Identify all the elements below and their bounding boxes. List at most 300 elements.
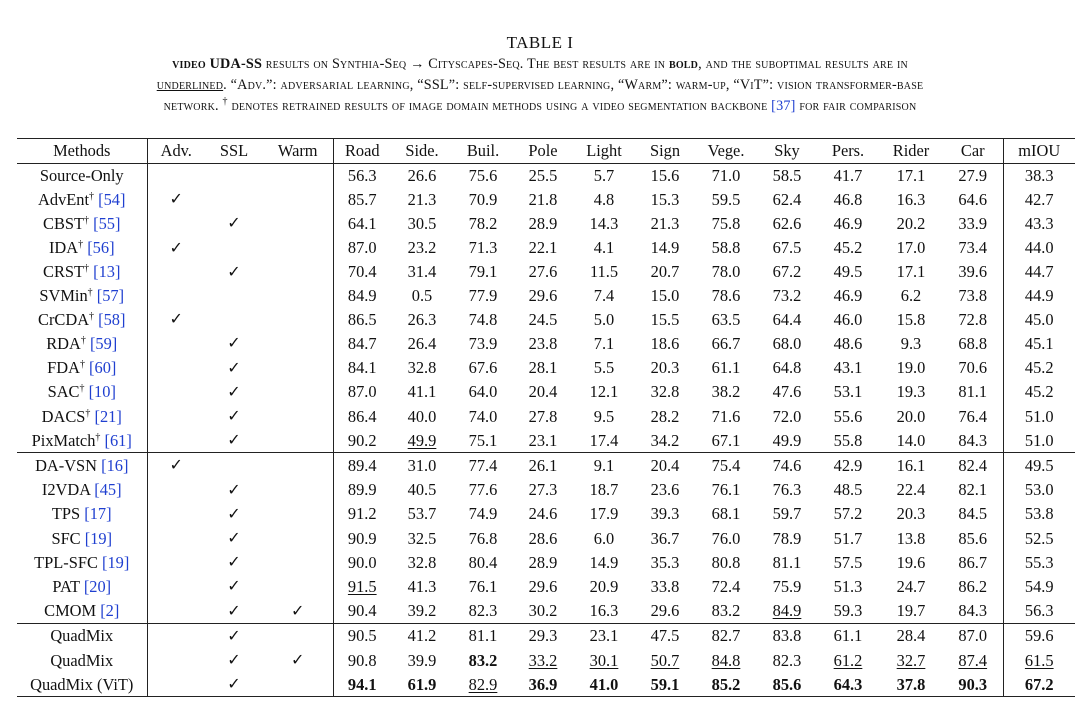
method-name-cell bbox=[17, 550, 147, 574]
value: 84.9 bbox=[347, 286, 377, 306]
column-header-sign: Sign bbox=[635, 139, 695, 164]
citation-link[interactable]: [57] bbox=[96, 286, 125, 306]
value-cell-buil bbox=[453, 307, 513, 331]
value: 62.4 bbox=[772, 189, 802, 209]
ssl-check-cell bbox=[205, 648, 263, 672]
value: 85.6 bbox=[772, 674, 802, 694]
citation-link[interactable]: [20] bbox=[83, 576, 112, 596]
citation-link[interactable]: [19] bbox=[102, 552, 130, 572]
value-cell-light bbox=[573, 574, 635, 598]
table-row bbox=[17, 187, 1075, 211]
value: 28.9 bbox=[528, 552, 558, 572]
table-row bbox=[17, 550, 1075, 574]
value: 53.1 bbox=[833, 382, 863, 402]
value: 46.9 bbox=[833, 286, 863, 306]
citation-link[interactable]: [37] bbox=[771, 98, 796, 114]
value-cell-sky bbox=[757, 599, 817, 624]
value-cell-buil bbox=[453, 260, 513, 284]
method-name: SFC bbox=[51, 528, 81, 548]
citation-link[interactable]: [21] bbox=[94, 406, 122, 426]
value: 82.3 bbox=[468, 601, 498, 621]
citation-link[interactable]: [19] bbox=[84, 528, 113, 548]
value: 59.6 bbox=[1024, 626, 1054, 646]
value: 64.0 bbox=[468, 382, 498, 402]
check-mark-icon: ✓ bbox=[169, 239, 183, 257]
value: 15.3 bbox=[650, 189, 680, 209]
value-cell-sign bbox=[635, 307, 695, 331]
value-cell-side bbox=[391, 187, 453, 211]
value: 78.6 bbox=[711, 286, 741, 306]
value-cell-buil bbox=[453, 453, 513, 478]
value-cell-buil bbox=[453, 502, 513, 526]
value: 91.2 bbox=[347, 504, 377, 524]
value: 85.2 bbox=[711, 674, 741, 694]
check-mark-icon: ✓ bbox=[227, 263, 241, 281]
value: 57.2 bbox=[833, 504, 863, 524]
ssl-check-cell bbox=[205, 236, 263, 260]
method-name: I2VDA bbox=[41, 480, 91, 500]
value-cell-pers bbox=[817, 648, 879, 672]
value: 90.0 bbox=[347, 552, 377, 572]
value-cell-rider bbox=[879, 356, 943, 380]
value: 29.6 bbox=[650, 601, 680, 621]
ssl-check-cell bbox=[205, 211, 263, 235]
check-mark-icon: ✓ bbox=[227, 530, 241, 548]
dagger-mark: † bbox=[89, 310, 95, 322]
value-cell-sign bbox=[635, 404, 695, 428]
value-cell-sign bbox=[635, 648, 695, 672]
value-cell-vege bbox=[695, 211, 757, 235]
value: 55.3 bbox=[1024, 552, 1054, 572]
value: 68.0 bbox=[772, 333, 802, 353]
dagger-mark: † bbox=[95, 431, 101, 443]
value: 77.6 bbox=[468, 480, 498, 500]
check-mark-icon: ✓ bbox=[169, 311, 183, 329]
citation-link[interactable]: [2] bbox=[100, 601, 120, 621]
method-name-cell bbox=[17, 380, 147, 404]
value-cell-car bbox=[943, 356, 1003, 380]
adv-check-cell bbox=[147, 236, 205, 260]
method-name: FDA bbox=[47, 358, 80, 378]
value: 30.1 bbox=[589, 650, 619, 670]
value: 90.3 bbox=[958, 674, 988, 694]
value: 39.9 bbox=[407, 650, 437, 670]
value: 49.5 bbox=[1024, 455, 1054, 475]
value-cell-vege bbox=[695, 550, 757, 574]
value-cell-sky bbox=[757, 260, 817, 284]
value-cell-vege bbox=[695, 284, 757, 307]
value-cell-pers bbox=[817, 331, 879, 355]
check-mark-icon: ✓ bbox=[227, 383, 241, 401]
value-cell-light bbox=[573, 502, 635, 526]
value-cell-pole bbox=[513, 236, 573, 260]
value: 87.4 bbox=[958, 650, 988, 670]
value: 44.0 bbox=[1024, 238, 1054, 258]
value: 51.0 bbox=[1024, 430, 1054, 450]
method-name-cell bbox=[17, 331, 147, 355]
value: 76.4 bbox=[958, 406, 988, 426]
value-cell-pers bbox=[817, 404, 879, 428]
value-cell-buil bbox=[453, 284, 513, 307]
check-mark-icon: ✓ bbox=[169, 457, 183, 475]
value: 20.7 bbox=[650, 262, 680, 282]
value: 56.3 bbox=[1024, 601, 1054, 621]
value-cell-sign bbox=[635, 211, 695, 235]
warm-check-cell bbox=[263, 574, 333, 598]
warm-check-cell bbox=[263, 502, 333, 526]
value-cell-light bbox=[573, 648, 635, 672]
value: 61.1 bbox=[833, 626, 863, 646]
citation-link[interactable]: [10] bbox=[88, 382, 116, 402]
check-mark-icon: ✓ bbox=[227, 652, 241, 670]
value-cell-sign bbox=[635, 284, 695, 307]
results-table bbox=[17, 138, 1075, 697]
value-cell-sky bbox=[757, 478, 817, 502]
value: 61.2 bbox=[833, 650, 863, 670]
value: 45.2 bbox=[1024, 358, 1054, 378]
value: 94.1 bbox=[347, 674, 377, 694]
citation-link[interactable]: [60] bbox=[89, 358, 117, 378]
ssl-check-cell bbox=[205, 428, 263, 453]
ssl-check-cell bbox=[205, 331, 263, 355]
value-cell-miou bbox=[1003, 211, 1075, 235]
dagger-mark: † bbox=[89, 190, 95, 202]
value: 87.0 bbox=[347, 238, 377, 258]
method-name: SVMin bbox=[39, 286, 88, 306]
value-cell-pole bbox=[513, 623, 573, 648]
method-name-cell bbox=[17, 236, 147, 260]
value-cell-rider bbox=[879, 236, 943, 260]
citation-link[interactable]: [58] bbox=[98, 309, 126, 329]
value-cell-pers bbox=[817, 260, 879, 284]
check-mark-icon: ✓ bbox=[227, 627, 241, 645]
value-cell-sky bbox=[757, 550, 817, 574]
value-cell-pers bbox=[817, 380, 879, 404]
method-name-cell bbox=[17, 648, 147, 672]
value: 90.5 bbox=[347, 626, 377, 646]
ssl-check-cell bbox=[205, 356, 263, 380]
value-cell-pole bbox=[513, 164, 573, 188]
value: 45.1 bbox=[1024, 333, 1054, 353]
citation-link[interactable]: [54] bbox=[98, 189, 126, 209]
method-name: TPL-SFC bbox=[34, 552, 98, 572]
value: 84.7 bbox=[347, 333, 377, 353]
value-cell-sign bbox=[635, 260, 695, 284]
value: 87.0 bbox=[958, 626, 988, 646]
value-cell-sky bbox=[757, 307, 817, 331]
value: 72.8 bbox=[958, 309, 988, 329]
table-row bbox=[17, 428, 1075, 453]
citation-link[interactable]: [59] bbox=[89, 333, 118, 353]
value-cell-road bbox=[333, 623, 391, 648]
value: 51.0 bbox=[1024, 406, 1054, 426]
value: 55.8 bbox=[833, 430, 863, 450]
value-cell-sign bbox=[635, 526, 695, 550]
citation-link[interactable]: [56] bbox=[87, 238, 115, 258]
citation-link[interactable]: [55] bbox=[93, 213, 121, 233]
value-cell-sign bbox=[635, 331, 695, 355]
value: 89.9 bbox=[347, 480, 377, 500]
value-cell-rider bbox=[879, 380, 943, 404]
value-cell-light bbox=[573, 211, 635, 235]
column-header-sky: Sky bbox=[757, 139, 817, 164]
check-mark-icon: ✓ bbox=[227, 215, 241, 233]
ssl-check-cell bbox=[205, 623, 263, 648]
value-cell-road bbox=[333, 526, 391, 550]
value: 32.5 bbox=[407, 528, 437, 548]
value: 41.0 bbox=[589, 674, 619, 694]
warm-check-cell bbox=[263, 164, 333, 188]
value-cell-sky bbox=[757, 526, 817, 550]
warm-check-cell bbox=[263, 623, 333, 648]
value-cell-pers bbox=[817, 307, 879, 331]
method-name: CMOM bbox=[44, 601, 97, 621]
method-name-cell bbox=[17, 623, 147, 648]
value-cell-rider bbox=[879, 284, 943, 307]
warm-check-cell bbox=[263, 260, 333, 284]
value: 19.6 bbox=[896, 552, 926, 572]
value: 82.7 bbox=[711, 626, 741, 646]
header-row bbox=[17, 139, 1075, 164]
value-cell-light bbox=[573, 260, 635, 284]
caption-underlined-word: underlined bbox=[156, 77, 224, 93]
value-cell-car bbox=[943, 453, 1003, 478]
value: 7.4 bbox=[593, 286, 615, 306]
caption-text: . “Adv.”: adversarial learning, “SSL”: self-supervised learning, “Warm”: warm-up, “ViT”: vision transformer-base bbox=[223, 77, 924, 93]
value-cell-miou bbox=[1003, 187, 1075, 211]
value-cell-pers bbox=[817, 164, 879, 188]
value: 29.6 bbox=[528, 286, 558, 306]
method-name: CrCDA bbox=[38, 309, 90, 329]
ssl-check-cell bbox=[205, 502, 263, 526]
value: 76.8 bbox=[468, 528, 498, 548]
value-cell-buil bbox=[453, 428, 513, 453]
value: 40.5 bbox=[407, 480, 437, 500]
check-mark-icon: ✓ bbox=[227, 602, 241, 620]
caption-line-3 bbox=[0, 96, 1080, 117]
value-cell-road bbox=[333, 187, 391, 211]
value-cell-miou bbox=[1003, 623, 1075, 648]
value-cell-rider bbox=[879, 574, 943, 598]
citation-link[interactable]: [16] bbox=[101, 455, 129, 475]
value: 41.7 bbox=[833, 166, 863, 185]
table-row bbox=[17, 236, 1075, 260]
table-row bbox=[17, 599, 1075, 624]
value-cell-side bbox=[391, 526, 453, 550]
value-cell-road bbox=[333, 260, 391, 284]
value-cell-side bbox=[391, 236, 453, 260]
value: 46.0 bbox=[833, 309, 863, 329]
value-cell-road bbox=[333, 164, 391, 188]
method-name: IDA bbox=[48, 238, 79, 258]
value-cell-sign bbox=[635, 236, 695, 260]
dagger-mark: † bbox=[222, 96, 228, 107]
value: 82.1 bbox=[958, 480, 988, 500]
value: 53.0 bbox=[1024, 480, 1054, 500]
value: 24.7 bbox=[896, 576, 926, 596]
value-cell-pole bbox=[513, 599, 573, 624]
value-cell-rider bbox=[879, 672, 943, 697]
value: 32.8 bbox=[407, 358, 437, 378]
value-cell-car bbox=[943, 672, 1003, 697]
value-cell-rider bbox=[879, 404, 943, 428]
column-header-road: Road bbox=[333, 139, 391, 164]
value-cell-pole bbox=[513, 478, 573, 502]
value-cell-miou bbox=[1003, 574, 1075, 598]
table-row bbox=[17, 672, 1075, 697]
caption-text: for fair comparison bbox=[795, 98, 917, 114]
check-mark-icon: ✓ bbox=[227, 505, 241, 523]
value: 67.6 bbox=[468, 358, 498, 378]
value: 44.7 bbox=[1024, 262, 1054, 282]
value-cell-miou bbox=[1003, 550, 1075, 574]
warm-check-cell bbox=[263, 211, 333, 235]
value-cell-rider bbox=[879, 428, 943, 453]
citation-link[interactable]: [61] bbox=[104, 430, 132, 450]
value: 24.6 bbox=[528, 504, 558, 524]
warm-check-cell bbox=[263, 236, 333, 260]
value-cell-side bbox=[391, 380, 453, 404]
value: 86.7 bbox=[958, 552, 988, 572]
value: 15.8 bbox=[896, 309, 926, 329]
value-cell-sign bbox=[635, 428, 695, 453]
value: 30.5 bbox=[407, 213, 437, 233]
value: 4.1 bbox=[593, 238, 615, 258]
table-row bbox=[17, 260, 1075, 284]
value-cell-sky bbox=[757, 502, 817, 526]
value: 64.8 bbox=[772, 358, 802, 378]
value: 74.8 bbox=[468, 309, 498, 329]
value-cell-pers bbox=[817, 284, 879, 307]
value: 9.3 bbox=[900, 333, 922, 353]
value: 43.3 bbox=[1024, 213, 1054, 233]
value-cell-vege bbox=[695, 623, 757, 648]
value-cell-car bbox=[943, 260, 1003, 284]
value: 27.6 bbox=[528, 262, 558, 282]
value-cell-rider bbox=[879, 307, 943, 331]
value-cell-car bbox=[943, 211, 1003, 235]
value: 76.0 bbox=[711, 528, 741, 548]
value: 23.2 bbox=[407, 238, 437, 258]
value-cell-miou bbox=[1003, 502, 1075, 526]
value-cell-buil bbox=[453, 526, 513, 550]
value-cell-pers bbox=[817, 599, 879, 624]
value: 66.7 bbox=[711, 333, 741, 353]
adv-check-cell bbox=[147, 307, 205, 331]
adv-check-cell bbox=[147, 574, 205, 598]
value: 17.4 bbox=[589, 430, 619, 450]
adv-check-cell bbox=[147, 331, 205, 355]
value: 20.4 bbox=[650, 455, 680, 475]
check-mark-icon: ✓ bbox=[227, 554, 241, 572]
citation-link[interactable]: [17] bbox=[84, 504, 112, 524]
citation-link[interactable]: [13] bbox=[93, 262, 121, 282]
method-name: AdvEnt bbox=[38, 189, 90, 209]
value-cell-road bbox=[333, 428, 391, 453]
method-name: CRST bbox=[43, 262, 85, 282]
citation-link[interactable]: [45] bbox=[94, 480, 122, 500]
table-row bbox=[17, 453, 1075, 478]
value-cell-pers bbox=[817, 428, 879, 453]
value: 16.1 bbox=[896, 455, 926, 475]
value-cell-pers bbox=[817, 236, 879, 260]
adv-check-cell bbox=[147, 380, 205, 404]
method-name: SAC bbox=[47, 382, 80, 402]
value: 85.7 bbox=[347, 189, 377, 209]
value-cell-road bbox=[333, 453, 391, 478]
adv-check-cell bbox=[147, 453, 205, 478]
value-cell-road bbox=[333, 236, 391, 260]
value: 77.9 bbox=[468, 286, 498, 306]
adv-check-cell bbox=[147, 164, 205, 188]
ssl-check-cell bbox=[205, 453, 263, 478]
value: 42.7 bbox=[1024, 189, 1054, 209]
value-cell-rider bbox=[879, 623, 943, 648]
value-cell-sign bbox=[635, 623, 695, 648]
method-name-cell bbox=[17, 164, 147, 188]
value: 78.0 bbox=[711, 262, 741, 282]
check-mark-icon: ✓ bbox=[227, 408, 241, 426]
value: 23.6 bbox=[650, 480, 680, 500]
table-row bbox=[17, 284, 1075, 307]
value: 62.6 bbox=[772, 213, 802, 233]
value: 84.3 bbox=[958, 601, 988, 621]
value: 36.9 bbox=[528, 674, 558, 694]
value: 45.2 bbox=[833, 238, 863, 258]
method-name-cell bbox=[17, 574, 147, 598]
dagger-mark: † bbox=[87, 287, 93, 299]
value-cell-car bbox=[943, 648, 1003, 672]
value-cell-miou bbox=[1003, 331, 1075, 355]
value-cell-miou bbox=[1003, 599, 1075, 624]
value: 31.0 bbox=[407, 455, 437, 475]
value: 37.8 bbox=[896, 674, 926, 694]
check-mark-icon: ✓ bbox=[227, 578, 241, 596]
column-header-methods: Methods bbox=[17, 139, 147, 164]
value-cell-sky bbox=[757, 648, 817, 672]
value: 76.1 bbox=[468, 576, 498, 596]
value-cell-vege bbox=[695, 478, 757, 502]
ssl-check-cell bbox=[205, 550, 263, 574]
value: 21.3 bbox=[650, 213, 680, 233]
value: 78.2 bbox=[468, 213, 498, 233]
column-header-rider: Rider bbox=[879, 139, 943, 164]
value: 83.2 bbox=[468, 650, 498, 670]
value: 16.3 bbox=[896, 189, 926, 209]
value-cell-car bbox=[943, 550, 1003, 574]
value-cell-pers bbox=[817, 574, 879, 598]
value: 67.2 bbox=[772, 262, 802, 282]
value-cell-buil bbox=[453, 648, 513, 672]
value-cell-pers bbox=[817, 211, 879, 235]
table-row bbox=[17, 356, 1075, 380]
value: 30.2 bbox=[528, 601, 558, 621]
value: 67.1 bbox=[711, 430, 741, 450]
adv-check-cell bbox=[147, 428, 205, 453]
value-cell-pers bbox=[817, 187, 879, 211]
value: 20.3 bbox=[650, 358, 680, 378]
dagger-mark: † bbox=[85, 407, 91, 419]
value: 70.4 bbox=[347, 262, 377, 282]
value: 39.6 bbox=[958, 262, 988, 282]
value-cell-buil bbox=[453, 672, 513, 697]
value-cell-light bbox=[573, 331, 635, 355]
value-cell-rider bbox=[879, 526, 943, 550]
table-row bbox=[17, 526, 1075, 550]
value: 27.9 bbox=[958, 166, 988, 185]
value-cell-side bbox=[391, 623, 453, 648]
value-cell-vege bbox=[695, 502, 757, 526]
